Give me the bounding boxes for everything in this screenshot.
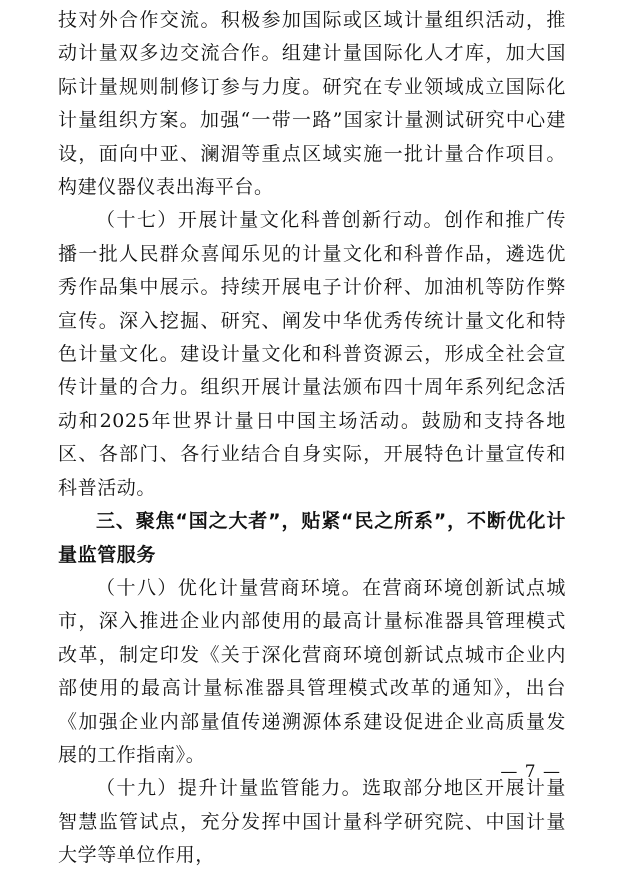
document-body [58, 4, 566, 873]
section-heading-three: 三、聚焦“国之大者”，贴紧“民之所系”，不断优化计量监管服务 [58, 510, 566, 566]
paragraph-measurement-culture: （十七）开展计量文化科普创新行动。创作和推广传播一批人民群众喜闻乐见的计量文化和科普作品，遴选优秀作品集中展示。持续开展电子计价秤、加油机等防作弊宣传。深入挖掘、研究、阐发中华优秀传统计量文化和特色计量文化。建设计量文化和科普资源云，形成全社会宣传计量的合力。组织开展计量法颁布四十周年系列纪念活动和2025年世界计量日中国主场活动。鼓励和支持各地区、各部门、各行业结合自身实际，开展特色计量宣传和科普活动。 [58, 209, 566, 499]
page-number: — 7 — [500, 762, 561, 782]
paragraph-business-environment: （十八）优化计量营商环境。在营商环境创新试点城市，深入推进企业内部使用的最高计量标准器具管理模式改革，制定印发《关于深化营商环境创新试点城市企业内部使用的最高计量标准器具管理模式改革的通知》，出台《加强企业内部量值传递溯源体系建设促进企业高质量发展的工作指南》。 [58, 576, 566, 766]
paragraph-international-cooperation: 技对外合作交流。积极参加国际或区域计量组织活动，推动计量双多边交流合作。组建计量国际化人才库，加大国际计量规则制修订参与力度。研究在专业领域成立国际化计量组织方案。加强“一带一路”国家计量测试研究中心建设，面向中亚、澜湄等重点区域实施一批计量合作项目。构建仪器仪表出海平台。 [58, 9, 566, 199]
paragraph-supervision-capability: （十九）提升计量监管能力。选取部分地区开展计量智慧监管试点，充分发挥中国计量科学研究院、中国计量大学等单位作用， [58, 777, 566, 867]
